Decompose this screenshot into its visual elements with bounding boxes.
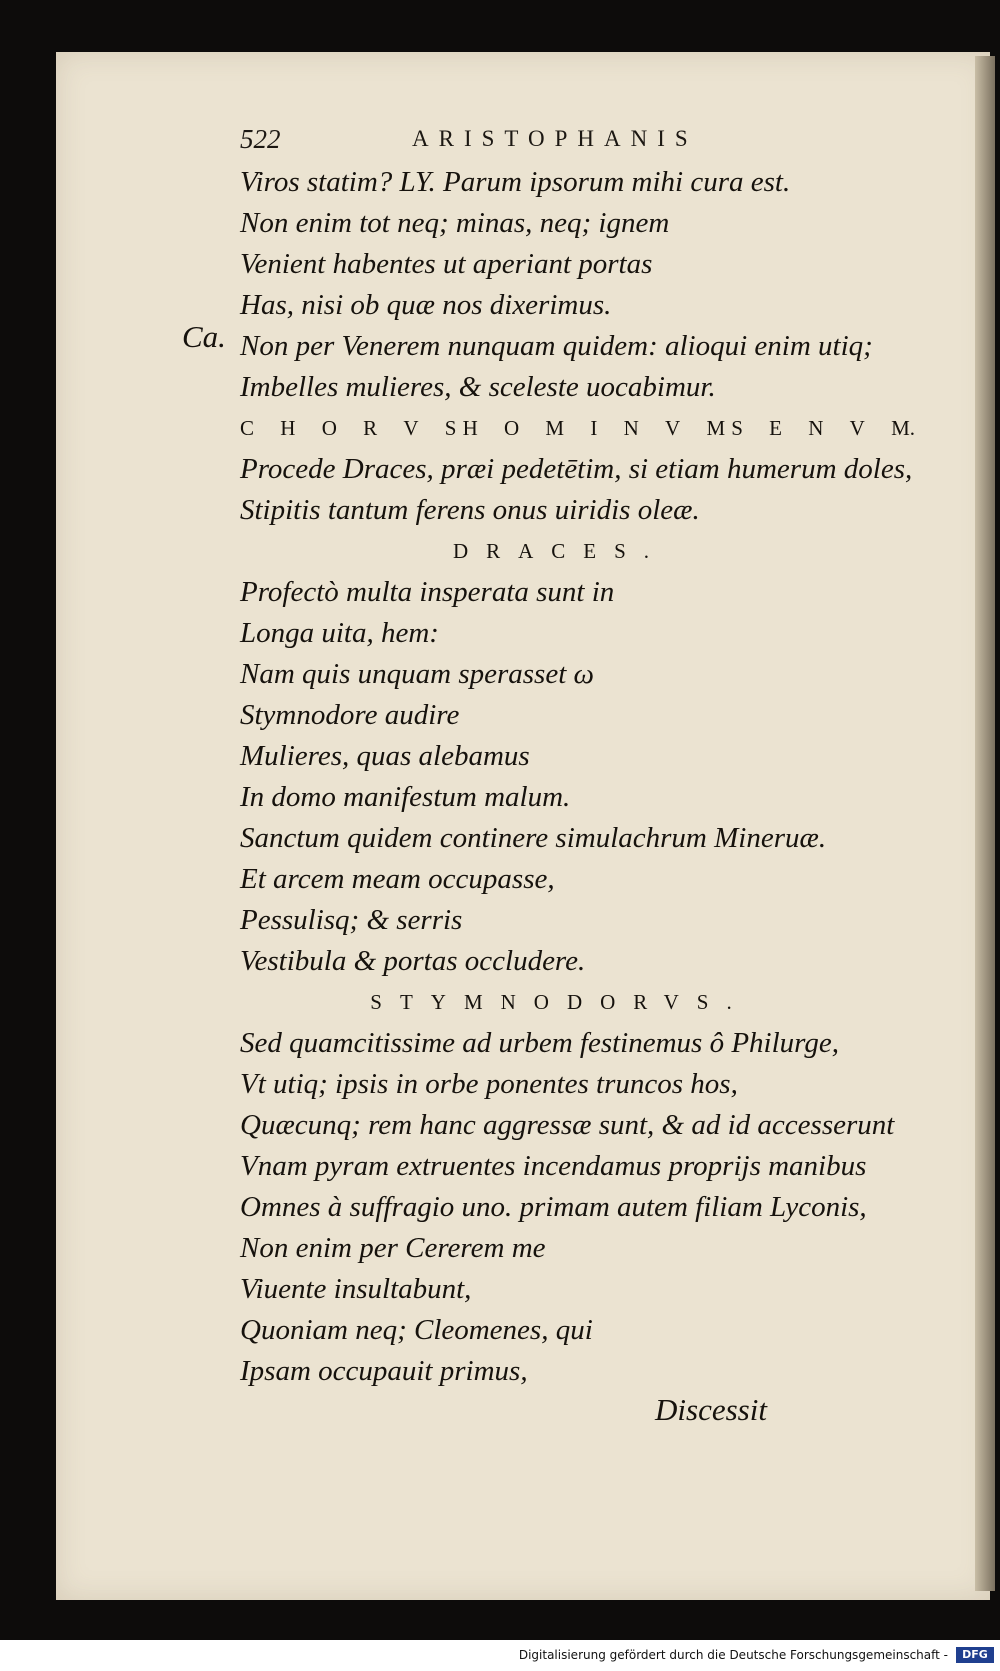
text-line: Non per Venerem nunquam quidem: alioqui enim utiq;: [240, 330, 873, 362]
catchword: Discessit: [655, 1392, 767, 1427]
text-line: Venient habentes ut aperiant portas: [240, 248, 653, 280]
text-line: Ipsam occupauit primus,: [240, 1355, 528, 1387]
text-line: Vnam pyram extruentes incendamus proprijs manibus: [240, 1150, 867, 1182]
text-line: Vestibula & portas occludere.: [240, 945, 586, 977]
text-line: Longa uita, hem:: [240, 617, 439, 649]
text-line: Et arcem meam occupasse,: [240, 863, 555, 895]
text-line: Nam quis unquam sperasset ω: [240, 658, 594, 690]
funding-note: Digitalisierung gefördert durch die Deutsche Forschungsgemeinschaft -: [518, 1648, 948, 1662]
heading-chorus: C H O R V S H O M I N V M S E N V M.: [240, 416, 915, 440]
footer-bar: [0, 1640, 1000, 1671]
text-line: Quæcunq; rem hanc aggressæ sunt, & ad id accesserunt: [240, 1109, 895, 1141]
text-line: Vt utiq; ipsis in orbe ponentes truncos hos,: [240, 1068, 738, 1100]
text-line: Sanctum quidem continere simulachrum Mineruæ.: [240, 822, 827, 854]
text-line: Procede Draces, præi pedetētim, si etiam humerum doles,: [240, 453, 913, 485]
text-line: Viros statim? LY. Parum ipsorum mihi cura est.: [240, 166, 791, 198]
page-edge: [975, 56, 995, 1591]
page-number: 522: [240, 124, 281, 154]
text-line: Viuente insultabunt,: [240, 1273, 472, 1305]
text-line: Quoniam neq; Cleomenes, qui: [240, 1314, 593, 1346]
text-line: Imbelles mulieres, & sceleste uocabimur.: [240, 371, 716, 403]
running-head: ARISTOPHANIS: [412, 126, 698, 151]
text-line: Omnes à suffragio uno. primam autem filiam Lyconis,: [240, 1191, 867, 1223]
text-line: Sed quamcitissime ad urbem festinemus ô Philurge,: [240, 1027, 839, 1059]
heading-stymnodorus: STYMNODORVS.: [370, 990, 750, 1014]
margin-speaker: Ca.: [182, 319, 226, 354]
text-line: Stymnodore audire: [240, 699, 460, 731]
text-line: Stipitis tantum ferens onus uiridis oleæ.: [240, 494, 700, 526]
text-line: Mulieres, quas alebamus: [240, 740, 530, 772]
text-line: Non enim tot neq; minas, neq; ignem: [240, 207, 670, 239]
text-block: [240, 162, 960, 1392]
text-line: Pessulisq; & serris: [240, 904, 463, 936]
text-line: Has, nisi ob quæ nos dixerimus.: [240, 289, 612, 321]
text-line: Profectò multa insperata sunt in: [240, 576, 615, 608]
text-line: Non enim per Cererem me: [240, 1232, 546, 1264]
text-line: In domo manifestum malum.: [240, 781, 571, 813]
dfg-logo: DFG: [956, 1647, 994, 1663]
heading-draces: DRACES.: [452, 539, 668, 563]
